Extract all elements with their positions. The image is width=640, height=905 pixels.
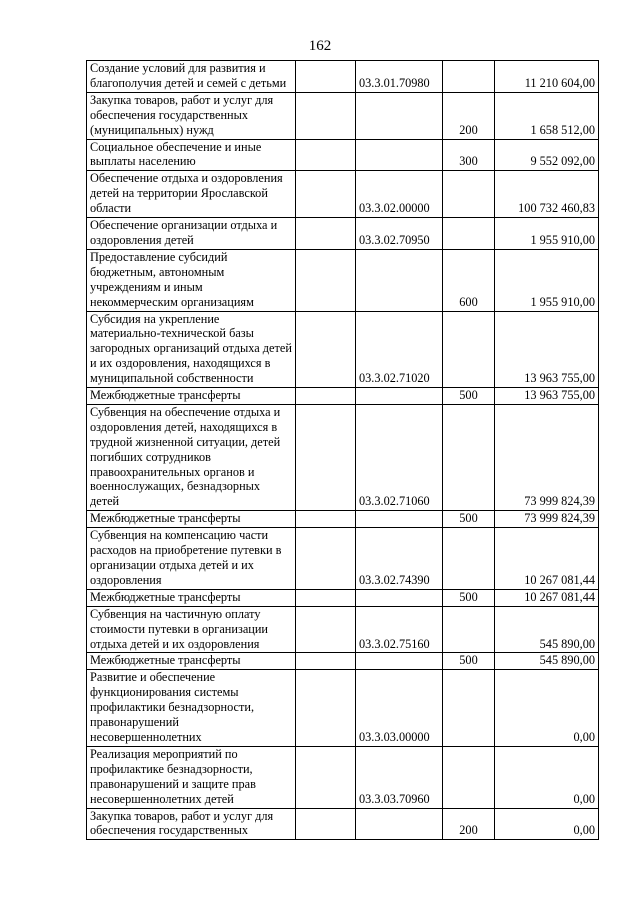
- row-expense-type-cell: [443, 746, 495, 808]
- row-code-cell: [356, 511, 443, 528]
- row-amount-cell: 1 658 512,00: [495, 92, 599, 139]
- row-amount-cell: 13 963 755,00: [495, 311, 599, 388]
- row-blank-cell: [296, 606, 356, 653]
- row-blank-cell: [296, 388, 356, 405]
- table-row: [87, 528, 599, 590]
- row-name-cell: Субвенция на обеспечение отдыха и оздоровления детей, находящихся в трудной жизненной ситуации, детей погибших сотрудников правоохранительных органов и военнослужащих, безнадзорных детей: [87, 404, 296, 510]
- row-code-cell: 03.3.01.70980: [356, 61, 443, 93]
- row-name-cell: Предоставление субсидий бюджетным, автономным учреждениям и иным некоммерческим организациям: [87, 249, 296, 311]
- row-code-cell: [356, 589, 443, 606]
- row-name-cell: Межбюджетные трансферты: [87, 589, 296, 606]
- row-name-cell: Закупка товаров, работ и услуг для обеспечения государственных (муниципальных) нужд: [87, 92, 296, 139]
- row-amount-cell: 1 955 910,00: [495, 218, 599, 250]
- row-blank-cell: [296, 92, 356, 139]
- row-code-cell: 03.3.02.71020: [356, 311, 443, 388]
- row-name-cell: Обеспечение организации отдыха и оздоровления детей: [87, 218, 296, 250]
- row-code-cell: 03.3.02.71060: [356, 404, 443, 510]
- row-amount-cell: 545 890,00: [495, 606, 599, 653]
- budget-table: [86, 60, 599, 840]
- row-amount-cell: 0,00: [495, 746, 599, 808]
- row-amount-cell: 73 999 824,39: [495, 404, 599, 510]
- row-expense-type-cell: 500: [443, 388, 495, 405]
- row-code-cell: [356, 388, 443, 405]
- row-expense-type-cell: [443, 670, 495, 747]
- row-blank-cell: [296, 218, 356, 250]
- row-name-cell: Закупка товаров, работ и услуг для обеспечения государственных: [87, 808, 296, 840]
- row-code-cell: 03.3.03.00000: [356, 670, 443, 747]
- row-amount-cell: 13 963 755,00: [495, 388, 599, 405]
- row-amount-cell: 73 999 824,39: [495, 511, 599, 528]
- row-amount-cell: 9 552 092,00: [495, 139, 599, 171]
- row-code-cell: [356, 139, 443, 171]
- row-blank-cell: [296, 511, 356, 528]
- row-expense-type-cell: 500: [443, 653, 495, 670]
- row-expense-type-cell: [443, 218, 495, 250]
- table-row: [87, 388, 599, 405]
- row-name-cell: Создание условий для развития и благополучия детей и семей с детьми: [87, 61, 296, 93]
- row-expense-type-cell: 200: [443, 808, 495, 840]
- row-code-cell: 03.3.02.74390: [356, 528, 443, 590]
- table-row: [87, 92, 599, 139]
- row-blank-cell: [296, 311, 356, 388]
- row-expense-type-cell: 200: [443, 92, 495, 139]
- row-blank-cell: [296, 139, 356, 171]
- table-body: [87, 61, 599, 840]
- table-row: [87, 404, 599, 510]
- table-row: [87, 311, 599, 388]
- row-expense-type-cell: 600: [443, 249, 495, 311]
- page-number: 162: [308, 38, 332, 54]
- row-code-cell: 03.3.02.75160: [356, 606, 443, 653]
- table-row: [87, 249, 599, 311]
- table-row: [87, 589, 599, 606]
- table-row: [87, 139, 599, 171]
- row-name-cell: Социальное обеспечение и иные выплаты населению: [87, 139, 296, 171]
- row-expense-type-cell: [443, 171, 495, 218]
- table-row: [87, 511, 599, 528]
- row-blank-cell: [296, 528, 356, 590]
- row-name-cell: Межбюджетные трансферты: [87, 653, 296, 670]
- row-name-cell: Межбюджетные трансферты: [87, 388, 296, 405]
- row-blank-cell: [296, 653, 356, 670]
- row-name-cell: Субвенция на компенсацию части расходов на приобретение путевки в организации отдыха детей и их оздоровления: [87, 528, 296, 590]
- row-name-cell: Обеспечение отдыха и оздоровления детей на территории Ярославской области: [87, 171, 296, 218]
- row-expense-type-cell: 300: [443, 139, 495, 171]
- row-amount-cell: 100 732 460,83: [495, 171, 599, 218]
- row-name-cell: Субсидия на укрепление материально-технической базы загородных организаций отдыха детей и их оздоровления, находящихся в муниципальной собственности: [87, 311, 296, 388]
- row-expense-type-cell: [443, 528, 495, 590]
- row-blank-cell: [296, 808, 356, 840]
- row-amount-cell: 0,00: [495, 670, 599, 747]
- row-amount-cell: 11 210 604,00: [495, 61, 599, 93]
- row-blank-cell: [296, 171, 356, 218]
- row-blank-cell: [296, 61, 356, 93]
- row-blank-cell: [296, 670, 356, 747]
- row-name-cell: Межбюджетные трансферты: [87, 511, 296, 528]
- table-row: [87, 171, 599, 218]
- row-amount-cell: 0,00: [495, 808, 599, 840]
- row-expense-type-cell: [443, 606, 495, 653]
- row-expense-type-cell: 500: [443, 589, 495, 606]
- row-blank-cell: [296, 589, 356, 606]
- row-code-cell: [356, 653, 443, 670]
- row-amount-cell: 10 267 081,44: [495, 589, 599, 606]
- row-name-cell: Развитие и обеспечение функционирования системы профилактики безнадзорности, правонарушений несовершеннолетних: [87, 670, 296, 747]
- row-code-cell: 03.3.02.00000: [356, 171, 443, 218]
- row-code-cell: [356, 808, 443, 840]
- table-row: [87, 808, 599, 840]
- table-row: [87, 653, 599, 670]
- row-code-cell: 03.3.03.70960: [356, 746, 443, 808]
- table-row: [87, 670, 599, 747]
- row-amount-cell: 545 890,00: [495, 653, 599, 670]
- row-expense-type-cell: [443, 311, 495, 388]
- table-row: [87, 61, 599, 93]
- row-amount-cell: 10 267 081,44: [495, 528, 599, 590]
- table-row: [87, 746, 599, 808]
- row-code-cell: 03.3.02.70950: [356, 218, 443, 250]
- row-amount-cell: 1 955 910,00: [495, 249, 599, 311]
- table-row: [87, 606, 599, 653]
- row-code-cell: [356, 249, 443, 311]
- row-blank-cell: [296, 404, 356, 510]
- row-blank-cell: [296, 746, 356, 808]
- row-blank-cell: [296, 249, 356, 311]
- row-expense-type-cell: [443, 404, 495, 510]
- table-row: [87, 218, 599, 250]
- row-name-cell: Реализация мероприятий по профилактике безнадзорности, правонарушений и защите прав несовершеннолетних детей: [87, 746, 296, 808]
- row-code-cell: [356, 92, 443, 139]
- row-expense-type-cell: 500: [443, 511, 495, 528]
- row-name-cell: Субвенция на частичную оплату стоимости путевки в организации отдыха детей и их оздоровления: [87, 606, 296, 653]
- row-expense-type-cell: [443, 61, 495, 93]
